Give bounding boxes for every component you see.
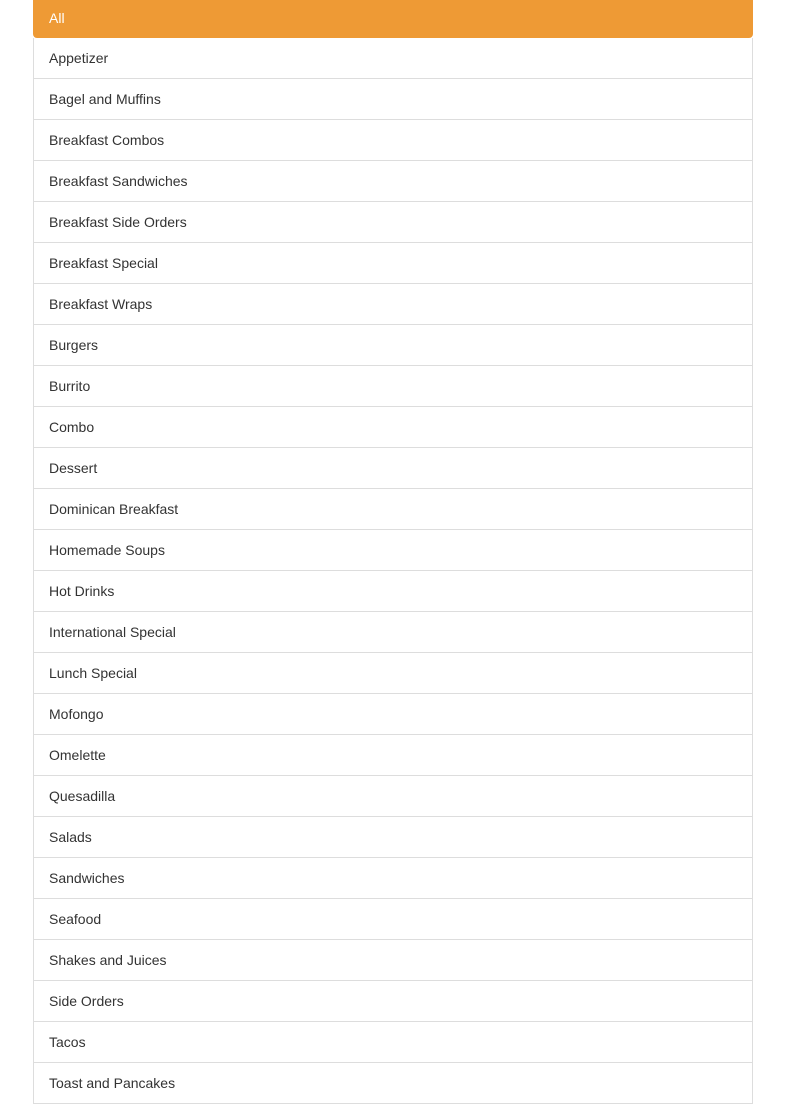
- category-item-tacos[interactable]: Tacos: [33, 1022, 753, 1063]
- category-list: [33, 0, 753, 1104]
- category-item-salads[interactable]: Salads: [33, 817, 753, 858]
- category-item-shakes-and-juices[interactable]: Shakes and Juices: [33, 940, 753, 981]
- category-item-omelette[interactable]: Omelette: [33, 735, 753, 776]
- category-item-burgers[interactable]: Burgers: [33, 325, 753, 366]
- category-item-hot-drinks[interactable]: Hot Drinks: [33, 571, 753, 612]
- category-item-bagel-and-muffins[interactable]: Bagel and Muffins: [33, 79, 753, 120]
- category-item-seafood[interactable]: Seafood: [33, 899, 753, 940]
- category-item-breakfast-combos[interactable]: Breakfast Combos: [33, 120, 753, 161]
- category-item-all[interactable]: All: [33, 0, 753, 38]
- category-item-sandwiches[interactable]: Sandwiches: [33, 858, 753, 899]
- category-item-mofongo[interactable]: Mofongo: [33, 694, 753, 735]
- category-item-dessert[interactable]: Dessert: [33, 448, 753, 489]
- category-item-breakfast-special[interactable]: Breakfast Special: [33, 243, 753, 284]
- category-item-combo[interactable]: Combo: [33, 407, 753, 448]
- category-item-international-special[interactable]: International Special: [33, 612, 753, 653]
- category-item-appetizer[interactable]: Appetizer: [33, 38, 753, 79]
- category-item-burrito[interactable]: Burrito: [33, 366, 753, 407]
- category-item-quesadilla[interactable]: Quesadilla: [33, 776, 753, 817]
- category-item-breakfast-sandwiches[interactable]: Breakfast Sandwiches: [33, 161, 753, 202]
- category-item-homemade-soups[interactable]: Homemade Soups: [33, 530, 753, 571]
- category-item-side-orders[interactable]: Side Orders: [33, 981, 753, 1022]
- category-item-toast-and-pancakes[interactable]: Toast and Pancakes: [33, 1063, 753, 1104]
- category-item-breakfast-side-orders[interactable]: Breakfast Side Orders: [33, 202, 753, 243]
- category-item-lunch-special[interactable]: Lunch Special: [33, 653, 753, 694]
- category-item-dominican-breakfast[interactable]: Dominican Breakfast: [33, 489, 753, 530]
- category-item-breakfast-wraps[interactable]: Breakfast Wraps: [33, 284, 753, 325]
